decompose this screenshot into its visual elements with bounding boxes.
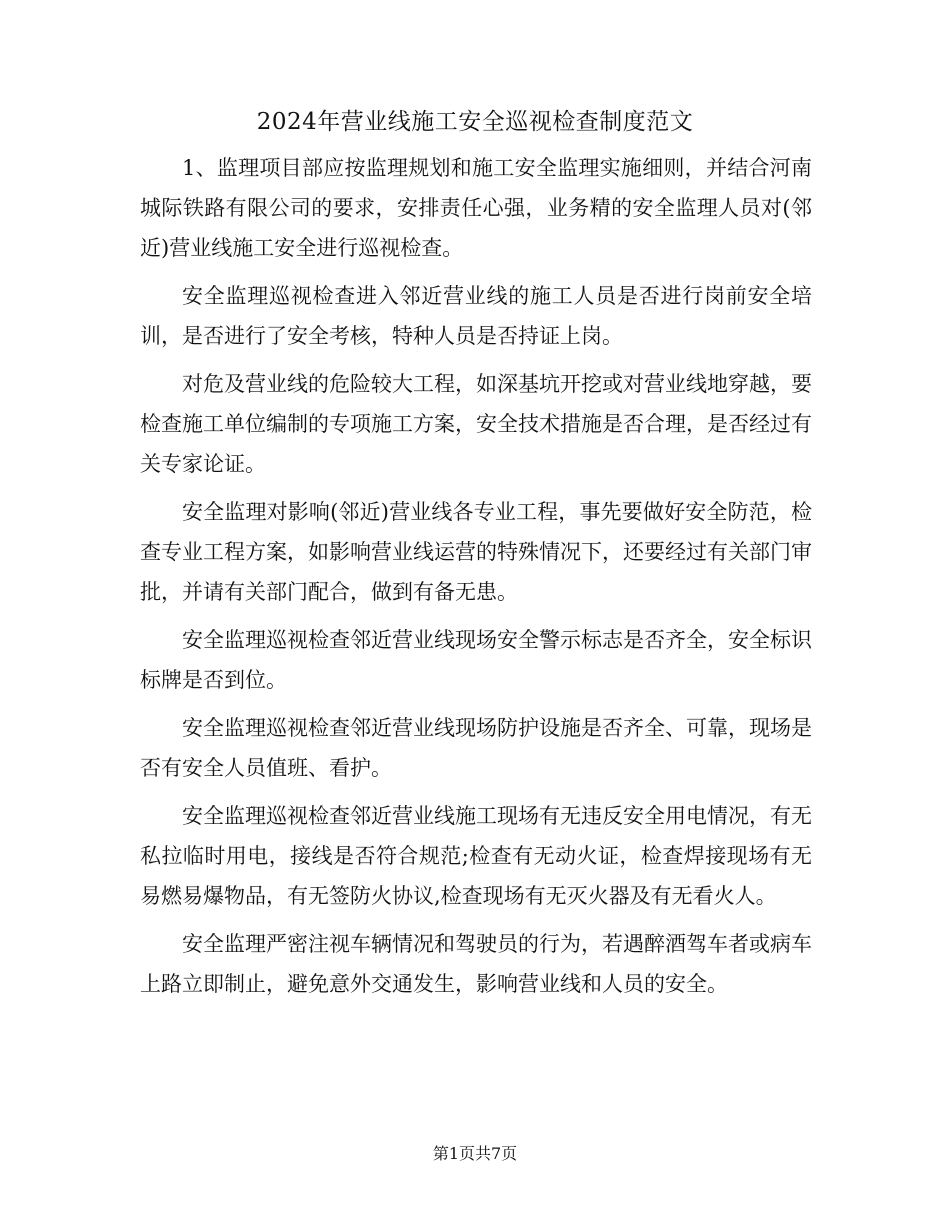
paragraph-3: 对危及营业线的危险较大工程，如深基坑开挖或对营业线地穿越，要检查施工单位编制的专项施工方案，安全技术措施是否合理，是否经过有关专家论证。 xyxy=(140,372,812,476)
page-number: 第1页共7页 xyxy=(432,1144,518,1163)
document-title: 2024年营业线施工安全巡视检查制度范文 xyxy=(256,109,694,135)
paragraph-2: 安全监理巡视检查进入邻近营业线的施工人员是否进行岗前安全培训，是否进行了安全考核，特种人员是否持证上岗。 xyxy=(140,284,812,348)
paragraph-4: 安全监理对影响(邻近)营业线各专业工程，事先要做好安全防范，检查专业工程方案，如影响营业线运营的特殊情况下，还要经过有关部门审批，并请有关部门配合，做到有备无患。 xyxy=(140,500,812,604)
paragraph-5: 安全监理巡视检查邻近营业线现场安全警示标志是否齐全，安全标识标牌是否到位。 xyxy=(140,628,812,692)
paragraph-6: 安全监理巡视检查邻近营业线现场防护设施是否齐全、可靠，现场是否有安全人员值班、看护。 xyxy=(140,716,812,780)
paragraph-1: 1、监理项目部应按监理规划和施工安全监理实施细则，并结合河南城际铁路有限公司的要求，安排责任心强，业务精的安全监理人员对(邻近)营业线施工安全进行巡视检查。 xyxy=(140,156,812,260)
document-body xyxy=(140,148,812,1012)
paragraph-8: 安全监理严密注视车辆情况和驾驶员的行为，若遇醉酒驾车者或病车上路立即制止，避免意外交通发生，影响营业线和人员的安全。 xyxy=(140,932,812,996)
paragraph-7: 安全监理巡视检查邻近营业线施工现场有无违反安全用电情况，有无私拉临时用电，接线是否符合规范;检查有无动火证，检查焊接现场有无易燃易爆物品，有无签防火协议,检查现场有无灭火器及有无看火人。 xyxy=(140,804,812,908)
